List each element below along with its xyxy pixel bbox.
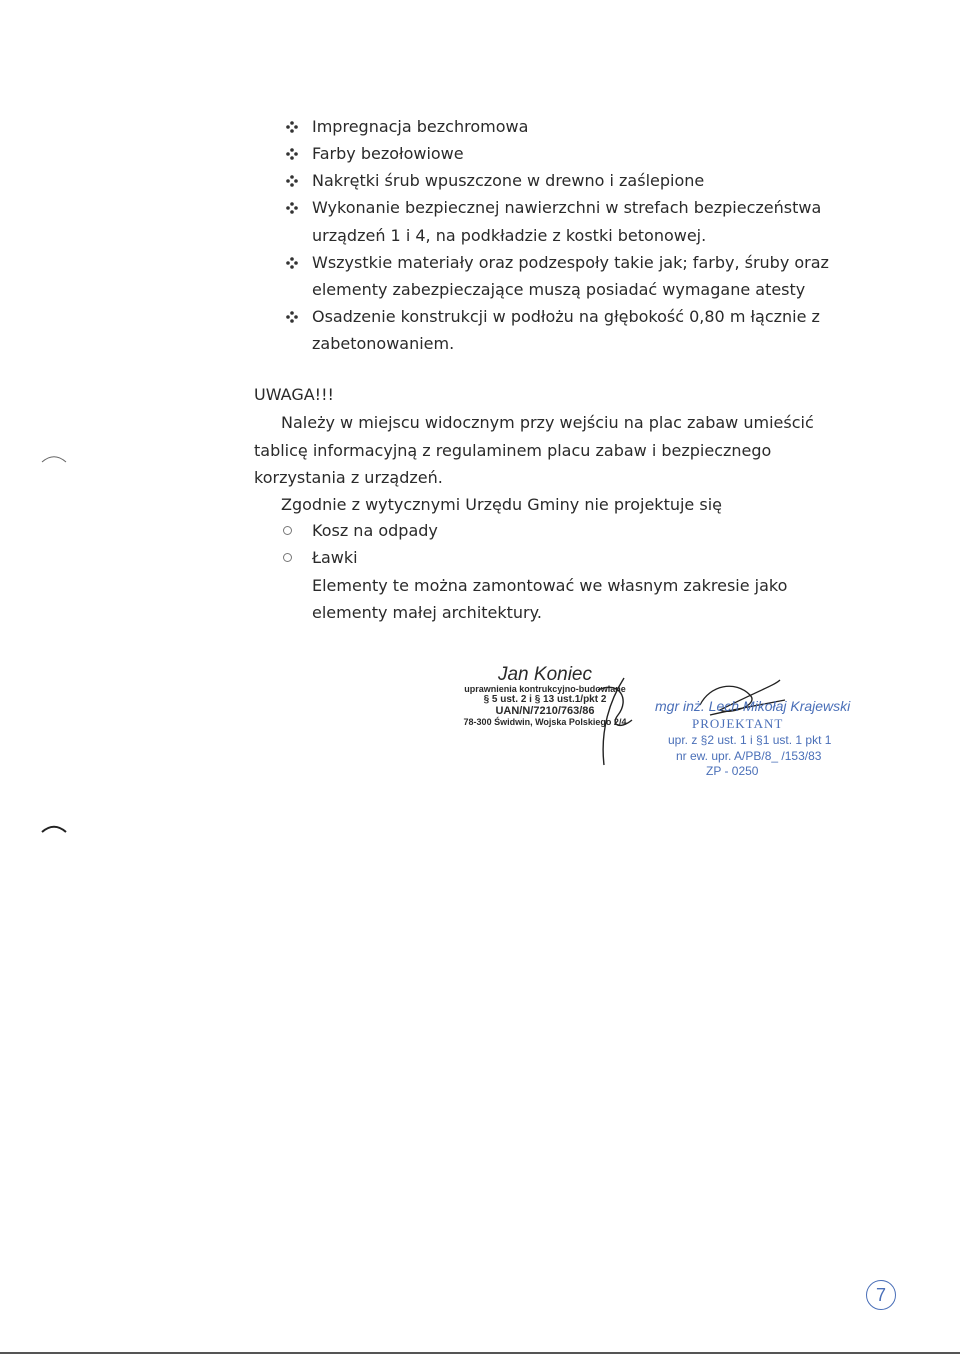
stamp-line: nr ew. upr. A/PB/8_ /153/83 (676, 749, 822, 763)
stamp-line: UAN/N/7210/763/86 (495, 705, 595, 717)
diamond-bullet-icon (283, 144, 301, 164)
stamp-line: 78-300 Świdwin, Wojska Polskiego 2/4 (463, 717, 627, 727)
stamp-line: uprawnienia kontrukcyjno-budowlane (464, 684, 626, 694)
stamp-line: mgr inż. Lech Mikołaj Krajewski (655, 698, 851, 714)
diamond-bullet-icon (283, 307, 301, 327)
stamp-name: Jan Koniec (497, 664, 592, 685)
note-line: elementy małej architektury. (312, 603, 542, 622)
stamp-line: upr. z §2 ust. 1 i §1 ust. 1 pkt 1 (668, 733, 832, 747)
circle-bullet-icon (283, 526, 292, 535)
page-number: 7 (875, 1285, 886, 1305)
item-text: Kosz na odpady (312, 521, 438, 540)
warning-line: korzystania z urządzeń. (254, 468, 443, 487)
bullet-text: Impregnacja bezchromowa (312, 117, 529, 136)
diamond-bullet-icon (283, 171, 301, 191)
bullet-text: Nakrętki śrub wpuszczone w drewno i zaślepione (312, 171, 705, 190)
diamond-bullet-icon (283, 117, 301, 137)
stamp-line: § 5 ust. 2 i § 13 ust.1/pkt 2 (483, 694, 607, 705)
bullet-text-continuation: urządzeń 1 i 4, na podkładzie z kostki betonowej. (312, 226, 707, 245)
bullet-text: Farby bezołowiowe (312, 144, 464, 163)
page-number-circle (866, 1280, 896, 1310)
note-line: Elementy te można zamontować we własnym zakresie jako (312, 576, 788, 595)
stamp-line: PROJEKTANT (692, 716, 784, 731)
stamp-line: ZP - 0250 (706, 764, 759, 778)
scan-mark-graphic (40, 450, 70, 470)
warning-line: tablicę informacyjną z regulaminem placu zabaw i bezpiecznego (254, 441, 772, 460)
bullet-text-continuation: zabetonowaniem. (312, 334, 455, 353)
warning-heading: UWAGA!!! (254, 385, 334, 404)
warning-intro: Zgodnie z wytycznymi Urzędu Gminy nie projektuje się (281, 495, 722, 514)
bullet-text: Wykonanie bezpiecznej nawierzchni w strefach bezpieczeństwa (312, 198, 822, 217)
warning-line: Należy w miejscu widocznym przy wejściu na plac zabaw umieścić (281, 413, 814, 432)
circle-bullet-icon (283, 553, 292, 562)
diamond-bullet-icon (283, 253, 301, 273)
bullet-text-continuation: elementy zabezpieczające muszą posiadać wymagane atesty (312, 280, 806, 299)
bullet-text: Wszystkie materiały oraz podzespoły takie jak; farby, śruby oraz (312, 253, 829, 272)
item-text: Ławki (312, 548, 358, 567)
scan-edge-line (0, 1352, 960, 1354)
bullet-text: Osadzenie konstrukcji w podłożu na głębokość 0,80 m łącznie z (312, 307, 820, 326)
scan-mark-graphic (40, 820, 70, 840)
diamond-bullet-icon (283, 198, 301, 218)
